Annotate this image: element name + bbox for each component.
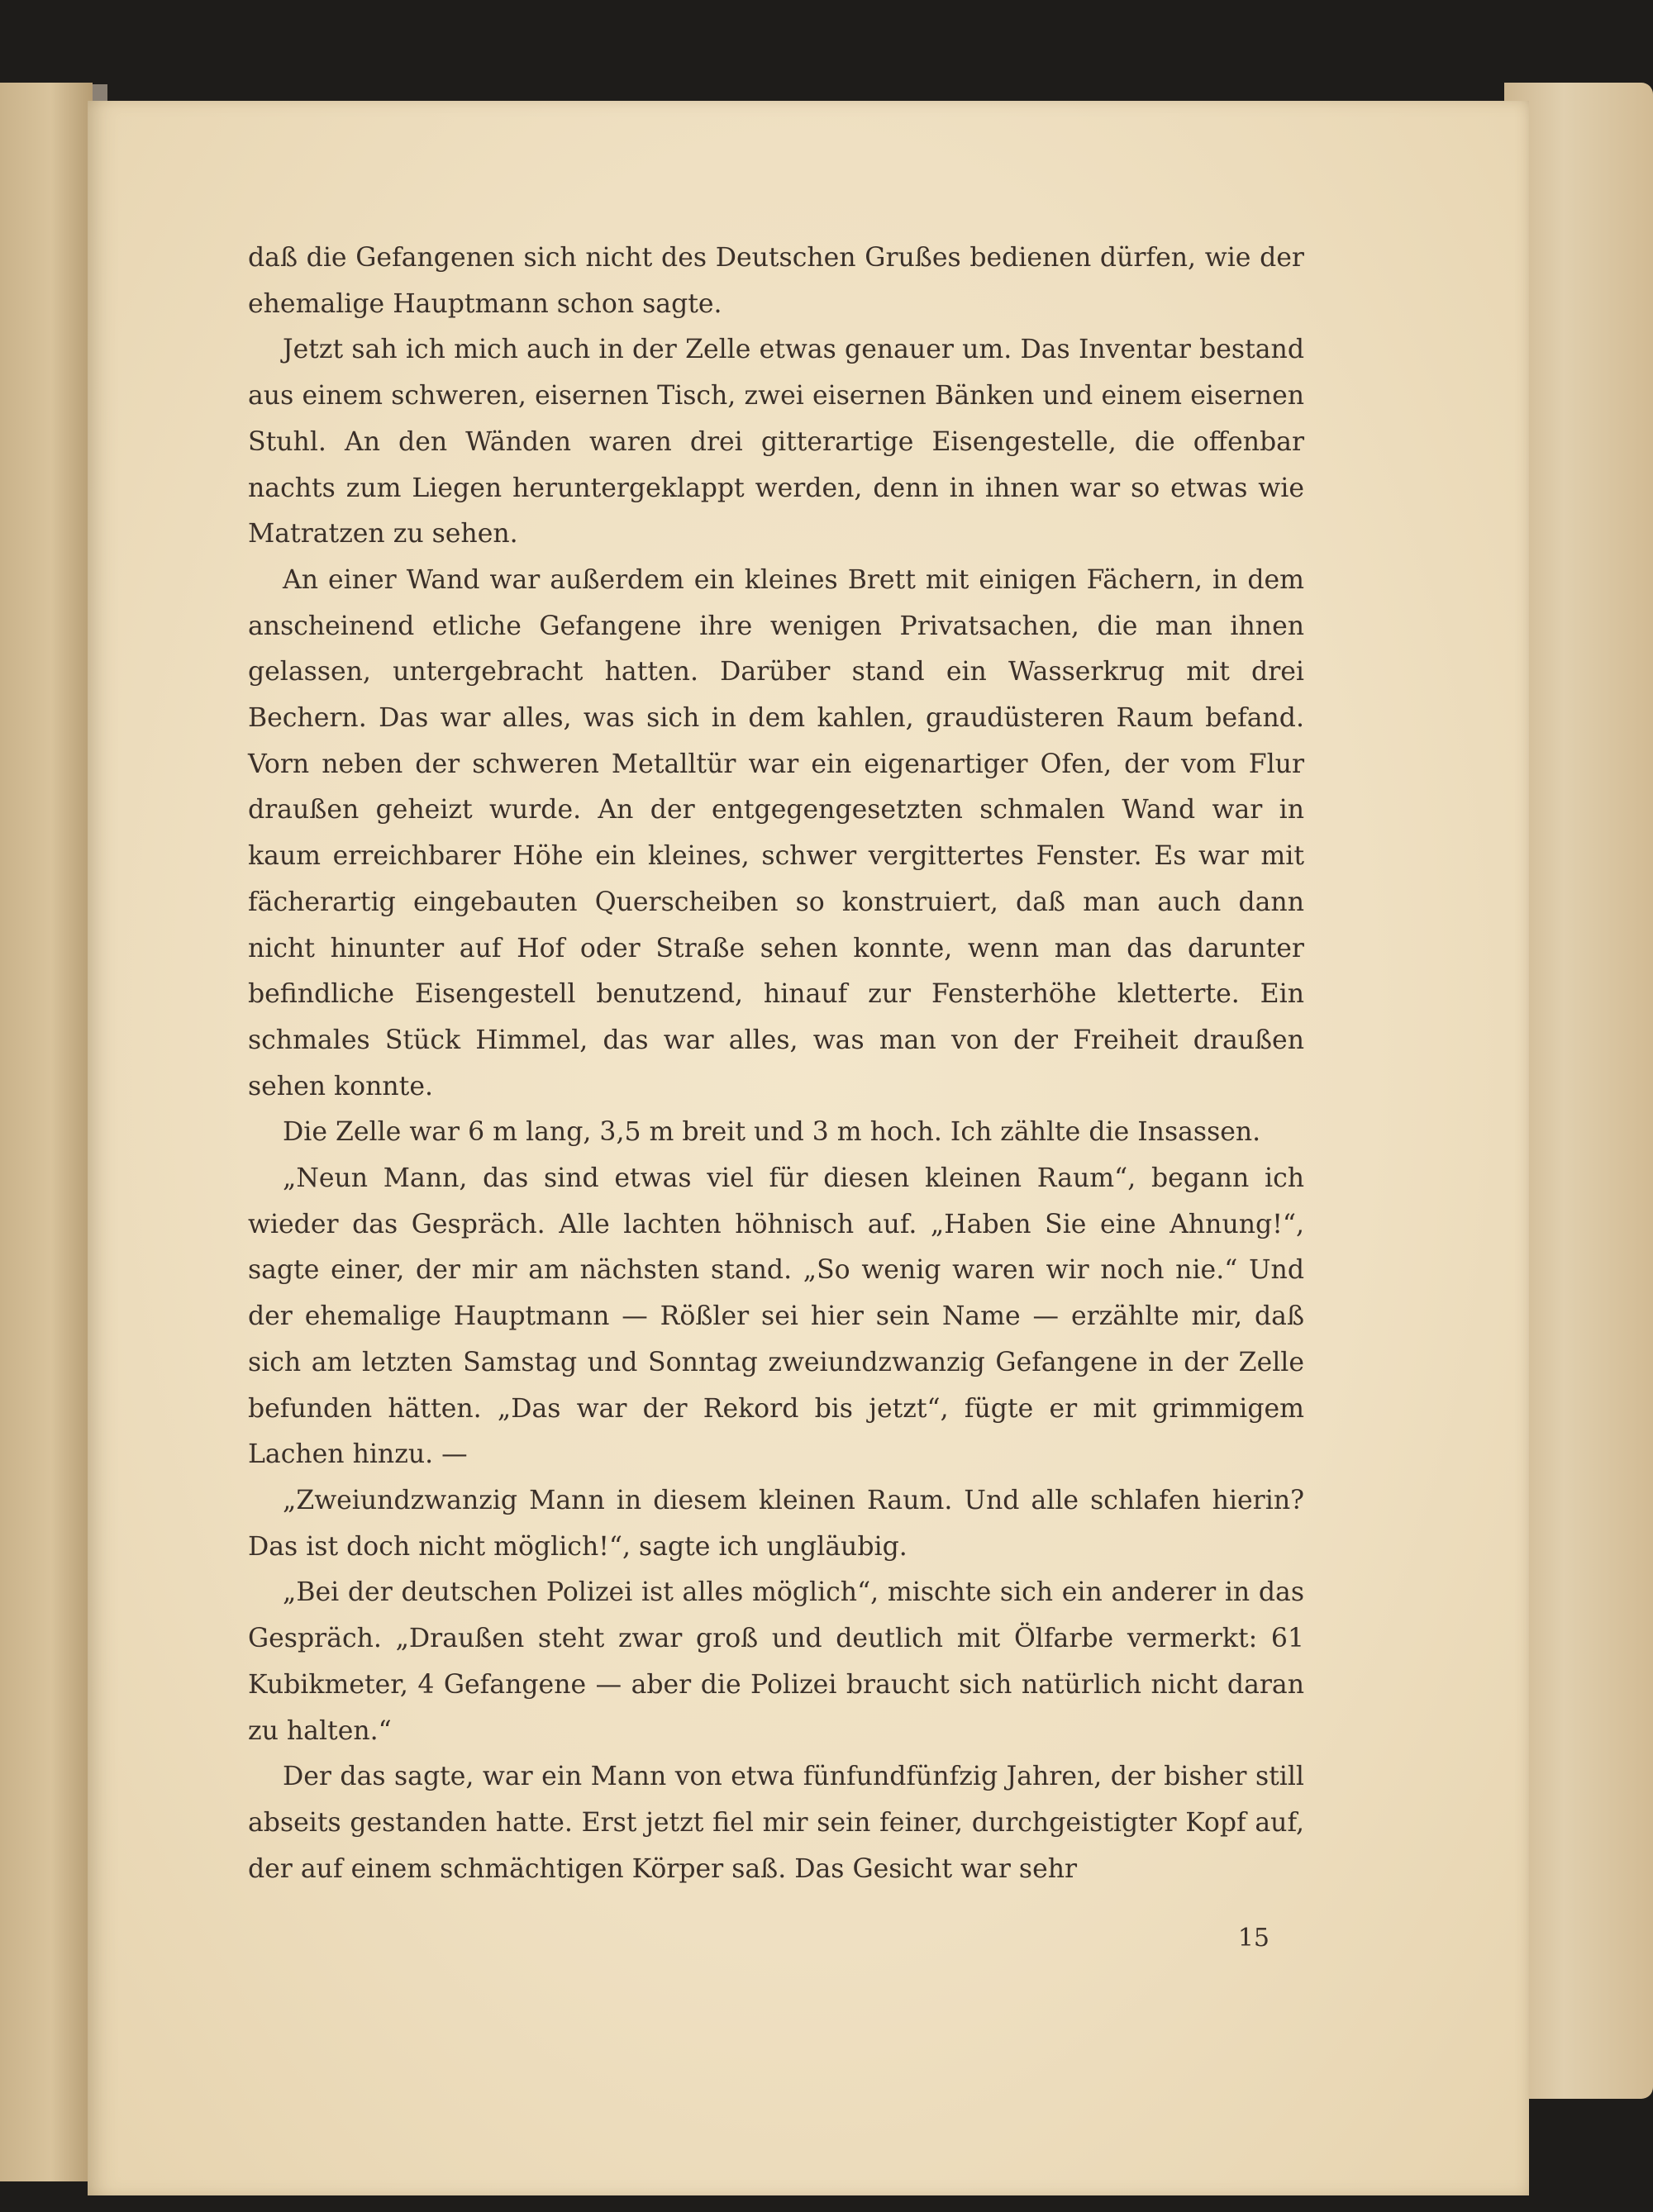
paragraph-3: An einer Wand war außerdem ein kleines Brett mit einigen Fächern, in dem anscheinend etliche Gefangene ihre wenigen Privatsachen, die man ihnen gelassen, untergebracht hatten. Darüber stand ein Wasserkrug mit drei Bechern. Das war alles, was sich in dem kahlen, graudüsteren Raum befand. Vorn neben der schweren Metalltür war ein eigenartiger Ofen, der vom Flur draußen geheizt wurde. An der entgegengesetzten schmalen Wand war in kaum erreichbarer Höhe ein kleines, schwer vergittertes Fenster. Es war mit fächerartig eingebauten Querscheiben so konstruiert, daß man auch dann nicht hinunter auf Hof oder Straße sehen konnte, wenn man das darunter befindliche Eisengestell benutzend, hinauf zur Fensterhöhe kletterte. Ein schmales Stück Himmel, das war alles, was man von der Freiheit draußen sehen konnte. xyxy=(248,564,1304,1101)
paragraph-1: daß die Gefangenen sich nicht des Deutschen Grußes bedienen dürfen, wie der ehemalige Hauptmann schon sagte. xyxy=(248,243,1304,319)
paragraph-4: Die Zelle war 6 m lang, 3,5 m breit und 3 m hoch. Ich zählte die Insassen. xyxy=(283,1117,1261,1148)
paragraph-6: „Zweiundzwanzig Mann in diesem kleinen Raum. Und alle schlafen hierin? Das ist doch nicht möglich!“, sagte ich ungläubig. xyxy=(248,1485,1304,1562)
page-number: 15 xyxy=(1237,1924,1270,1953)
paragraph-2: Jetzt sah ich mich auch in der Zelle etwas genauer um. Das Inventar bestand aus einem schweren, eisernen Tisch, zwei eisernen Bänken und einem eisernen Stuhl. An den Wänden waren drei gitterartige Eisengestelle, die offenbar nachts zum Liegen heruntergeklappt werden, denn in ihnen war so etwas wie Matratzen zu sehen. xyxy=(248,335,1304,549)
paragraph-8: Der das sagte, war ein Mann von etwa fünfundfünfzig Jahren, der bisher still abseits gestanden hatte. Erst jetzt fiel mir sein feiner, durchgeistigter Kopf auf, der auf einem schmächtigen Körper saß. Das Gesicht war sehr xyxy=(248,1762,1304,1884)
previous-page-edge xyxy=(0,83,93,2181)
paragraph-7: „Bei der deutschen Polizei ist alles möglich“, mischte sich ein anderer in das Gespräch. „Draußen steht zwar groß und deutlich mit Ölfarbe vermerkt: 61 Kubikmeter, 4 Gefangene — aber die Polizei braucht sich natürlich nicht daran zu halten.“ xyxy=(248,1577,1304,1746)
page-body-text xyxy=(248,235,1304,1892)
paragraph-5: „Neun Mann, das sind etwas viel für diesen kleinen Raum“, begann ich wieder das Gespräch. Alle lachten höhnisch auf. „Haben Sie eine Ahnung!“, sagte einer, der mir am nächsten stand. „So wenig waren wir noch nie.“ Und der ehemalige Hauptmann — Rößler sei hier sein Name — erzählte mir, daß sich am letzten Samstag und Sonntag zweiundzwanzig Gefangene in der Zelle befunden hätten. „Das war der Rekord bis jetzt“, fügte er mit grimmigem Lachen hinzu. — xyxy=(248,1163,1304,1470)
